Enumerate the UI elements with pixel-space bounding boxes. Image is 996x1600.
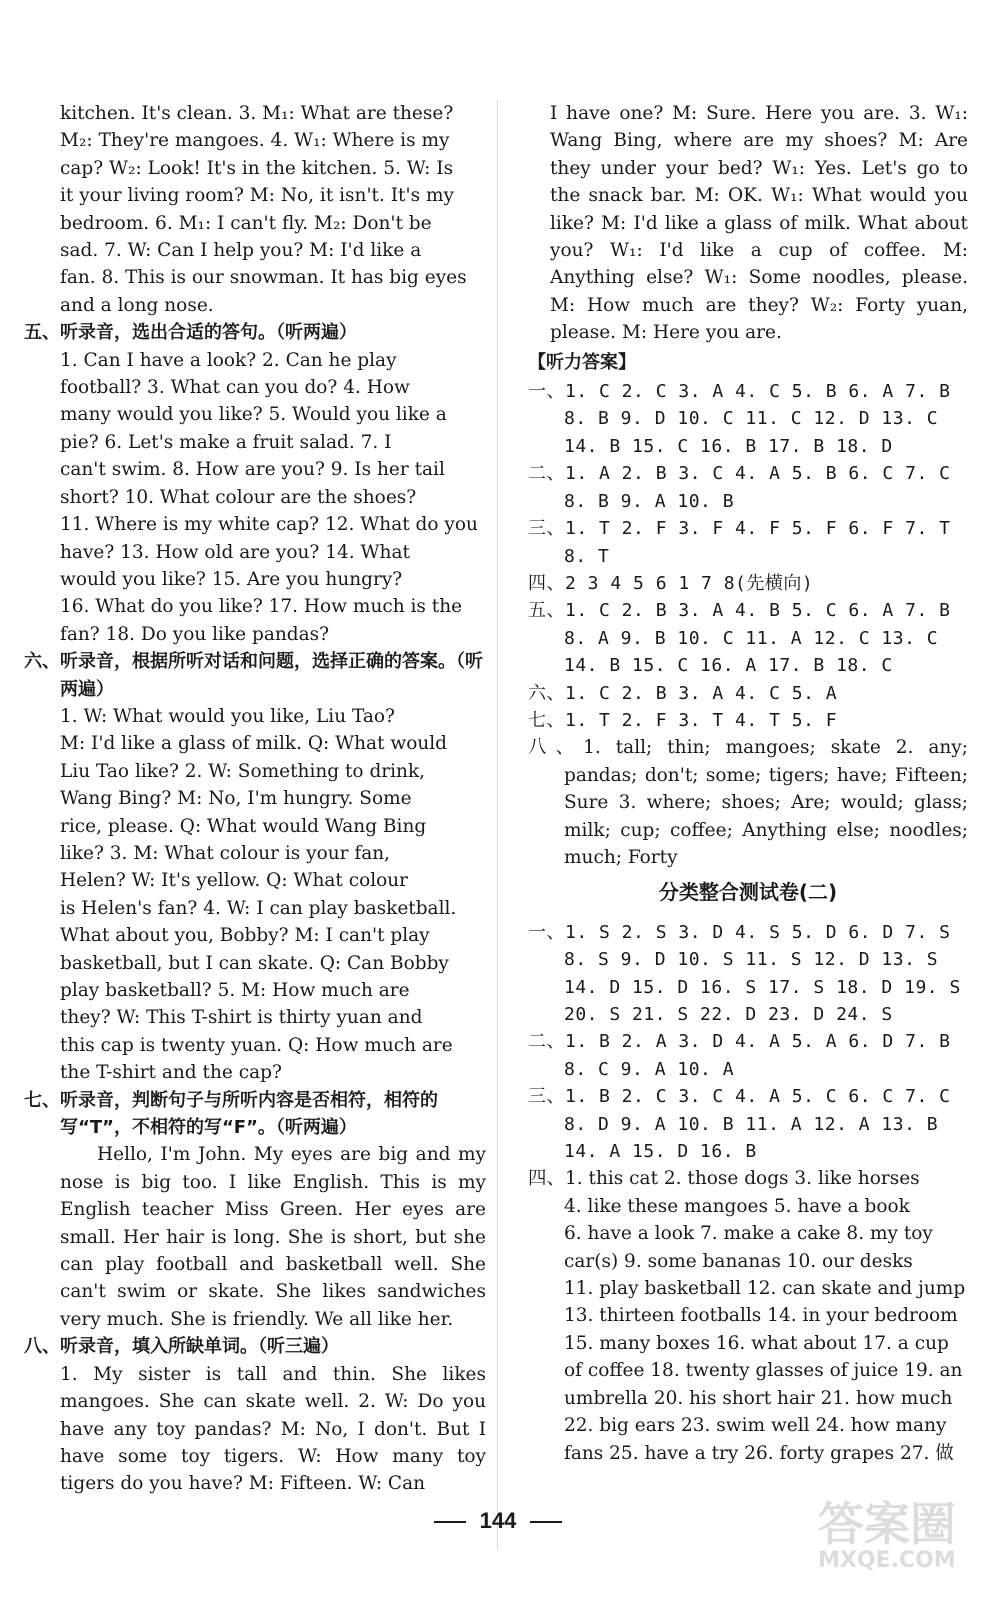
answer-line: of coffee 18. twenty glasses of juice 19. an [564, 1360, 963, 1382]
answer-line: 一、1. S 2. S 3. D 4. S 5. D 6. D 7. S [528, 921, 951, 943]
answer-line: 4. like these mangoes 5. have a book [564, 1195, 910, 1217]
dash-left [434, 1521, 466, 1523]
answer-line: 六、1. C 2. B 3. A 4. C 5. A [528, 682, 838, 704]
answer-line: 二、1. A 2. B 3. C 4. A 5. B 6. C 7. C [528, 463, 951, 485]
answer-line: 三、1. T 2. F 3. F 4. F 5. F 6. F 7. T [528, 518, 951, 540]
answer-line: 8. B 9. D 10. C 11. C 12. D 13. C [564, 408, 939, 430]
answer-line: 20. S 21. S 22. D 23. D 24. S [564, 1004, 893, 1025]
answer-line: 七、1. T 2. F 3. T 4. T 5. F [528, 709, 838, 731]
answer-line: 8. S 9. D 10. S 11. S 12. D 13. S [564, 949, 939, 971]
section-6-body [24, 703, 486, 1087]
section-6-title: 六、听录音，根据所听对话和问题，选择正确的答案。（听两遍） [24, 651, 483, 700]
text-line: basketball, but I can skate. Q: Can Bobby [60, 952, 449, 974]
answer-line: 四、2 3 4 5 6 1 7 8(先横向) [528, 572, 814, 594]
dialogue-continuation: I have one? M: Sure. Here you are. 3. W₁: Wang Bing, where are my shoes? M: Are they under your bed? W₁: Yes. Let's go to the snack bar. M: OK. W₁: What would you like? M: I'd like a glass of milk. What about you? W₁: I'd like a cup of coffee. M: Anything else? W₁: Some noodles, please. M: How much are they? W₂: Forty yuan, please. M: Here you are. [550, 103, 968, 344]
section-7-passage: Hello, I'm John. My eyes are big and my nose is big too. I like English. This is my English teacher Miss Green. Her eyes are small. Her hair is long. She is short, but she can play football and basketball well. She can't swim or skate. She likes sandwiches very much. She is friendly. We all like her. [60, 1144, 486, 1330]
page-number-text: 144 [479, 1508, 517, 1533]
text-line: and a long nose. [60, 294, 214, 316]
left-column [24, 100, 486, 1498]
section-7-title: 七、听录音，判断句子与所听内容是否相符，相符的写“T”，不相符的写“F”。（听两遍） [24, 1089, 438, 1139]
text-line: What about you, Bobby? M: I can't play [60, 925, 430, 947]
text-line: M: I'd like a glass of milk. Q: What would [60, 733, 448, 755]
text-line: can't swim. 8. How are you? 9. Is her tail [60, 459, 445, 481]
text-line: pie? 6. Let's make a fruit salad. 7. I [60, 431, 392, 453]
text-line: short? 10. What colour are the shoes? [60, 486, 417, 508]
text-line: it your living room? M: No, it isn't. It's my [60, 185, 454, 207]
text-line: sad. 7. W: Can I help you? M: I'd like a [60, 240, 422, 262]
text-line: cap? W₂: Look! It's in the kitchen. 5. W: Is [60, 157, 454, 179]
answer-line: car(s) 9. some bananas 10. our desks [564, 1250, 913, 1272]
text-line: Liu Tao like? 2. W: Something to drink, [60, 760, 426, 782]
watermark-url: MXQE.COM [818, 1548, 956, 1573]
text-line: 1. W: What would you like, Liu Tao? [60, 705, 395, 727]
watermark-logo [818, 1497, 978, 1590]
answer-line: fans 25. have a try 26. forty grapes 27. 做 [564, 1442, 954, 1464]
section-4-answers [528, 1165, 968, 1466]
answer-line: 14. B 15. C 16. B 17. B 18. D [564, 435, 893, 457]
section-5-body [24, 347, 486, 648]
dash-right [530, 1521, 562, 1523]
text-line: they? W: This T-shirt is thirty yuan and [60, 1007, 423, 1029]
right-column [528, 100, 968, 1467]
answer-line: 14. B 15. C 16. A 17. B 18. C [564, 655, 893, 677]
text-line: like? 3. M: What colour is your fan, [60, 842, 391, 864]
text-line: Helen? W: It's yellow. Q: What colour [60, 870, 409, 892]
text-line: is Helen's fan? 4. W: I can play basketball. [60, 897, 457, 919]
answer-line: 14. D 15. D 16. S 17. S 18. D 19. S [564, 976, 961, 998]
text-line: 16. What do you like? 17. How much is the [60, 596, 463, 618]
section-5-title: 五、听录音，选出合适的答句。（听两遍） [24, 322, 357, 344]
answer-line: 15. many boxes 16. what about 17. a cup [564, 1332, 949, 1354]
answer-line: 8. C 9. A 10. A [564, 1058, 735, 1080]
answer-8: 八、1. tall; thin; mangoes; skate 2. any; pandas; don't; some; tigers; have; Fifteen; Sure 3. where; shoes; Are; would; glass; milk; cup; coffee; Anything else; noodles; much; Forty [528, 737, 968, 868]
answer-line: 14. A 15. D 16. B [564, 1141, 757, 1163]
text-line: have? 13. How old are you? 14. What [60, 541, 410, 563]
answer-line: 一、1. C 2. C 3. A 4. C 5. B 6. A 7. B [528, 381, 951, 403]
answer-line: 8. B 9. A 10. B [564, 490, 735, 512]
answer-line: umbrella 20. his short hair 21. how much [564, 1387, 953, 1409]
answer-line: 五、1. C 2. B 3. A 4. B 5. C 6. A 7. B [528, 600, 951, 622]
text-line: many would you like? 5. Would you like a [60, 404, 447, 426]
listening-answers [528, 378, 968, 871]
left-top-lines [24, 100, 486, 319]
answer-line: 11. play basketball 12. can skate and jump [564, 1278, 966, 1300]
text-line: fan. 8. This is our snowman. It has big eyes [60, 267, 467, 289]
text-line: bedroom. 6. M₁: I can't fly. M₂: Don't be [60, 212, 432, 234]
text-line: the T-shirt and the cap? [60, 1062, 282, 1084]
text-line: play basketball? 5. M: How much are [60, 980, 410, 1001]
answer-line: 22. big ears 23. swim well 24. how many [564, 1415, 947, 1437]
text-line: fan? 18. Do you like pandas? [60, 623, 330, 645]
test-paper-title: 分类整合测试卷(二) [658, 880, 838, 905]
text-line: M₂: They're mangoes. 4. W₁: Where is my [60, 130, 450, 152]
answer-line: 三、1. B 2. C 3. C 4. A 5. C 6. C 7. C [528, 1086, 951, 1108]
watermark-mark: 答案圈 [818, 1497, 956, 1551]
text-line: football? 3. What can you do? 4. How [60, 377, 410, 399]
text-line: would you like? 15. Are you hungry? [60, 568, 403, 590]
text-line: rice, please. Q: What would Wang Bing [60, 815, 427, 837]
section-8-title: 八、听录音，填入所缺单词。（听三遍） [24, 1336, 339, 1358]
text-line: kitchen. It's clean. 3. M₁: What are these? [60, 103, 454, 124]
listening-answers-header: 【听力答案】 [528, 351, 636, 373]
text-line: this cap is twenty yuan. Q: How much are [60, 1034, 453, 1056]
answer-line: 6. have a look 7. make a cake 8. my toy [564, 1223, 933, 1245]
answer-line: 13. thirteen footballs 14. in your bedroom [564, 1305, 958, 1327]
answer-line: 二、1. B 2. A 3. D 4. A 5. A 6. D 7. B [528, 1031, 951, 1053]
answer-line: 8. D 9. A 10. B 11. A 12. A 13. B [564, 1113, 939, 1135]
text-line: Wang Bing? M: No, I'm hungry. Some [60, 788, 412, 810]
test-answers [528, 919, 968, 1166]
answer-line: 8. T [564, 545, 610, 567]
answer-line: 四、1. this cat 2. those dogs 3. like horses [528, 1168, 920, 1190]
column-divider [497, 100, 498, 1550]
answer-line: 8. A 9. B 10. C 11. A 12. C 13. C [564, 627, 939, 649]
text-line: 1. Can I have a look? 2. Can he play [60, 349, 397, 371]
text-line: 11. Where is my white cap? 12. What do you [60, 514, 478, 536]
section-8-passage: 1. My sister is tall and thin. She likes mangoes. She can skate well. 2. W: Do you have any toy pandas? M: No, I don't. But I have some toy tigers. W: How many toy tigers do you have? M: Fifteen. W: Can [60, 1363, 486, 1495]
